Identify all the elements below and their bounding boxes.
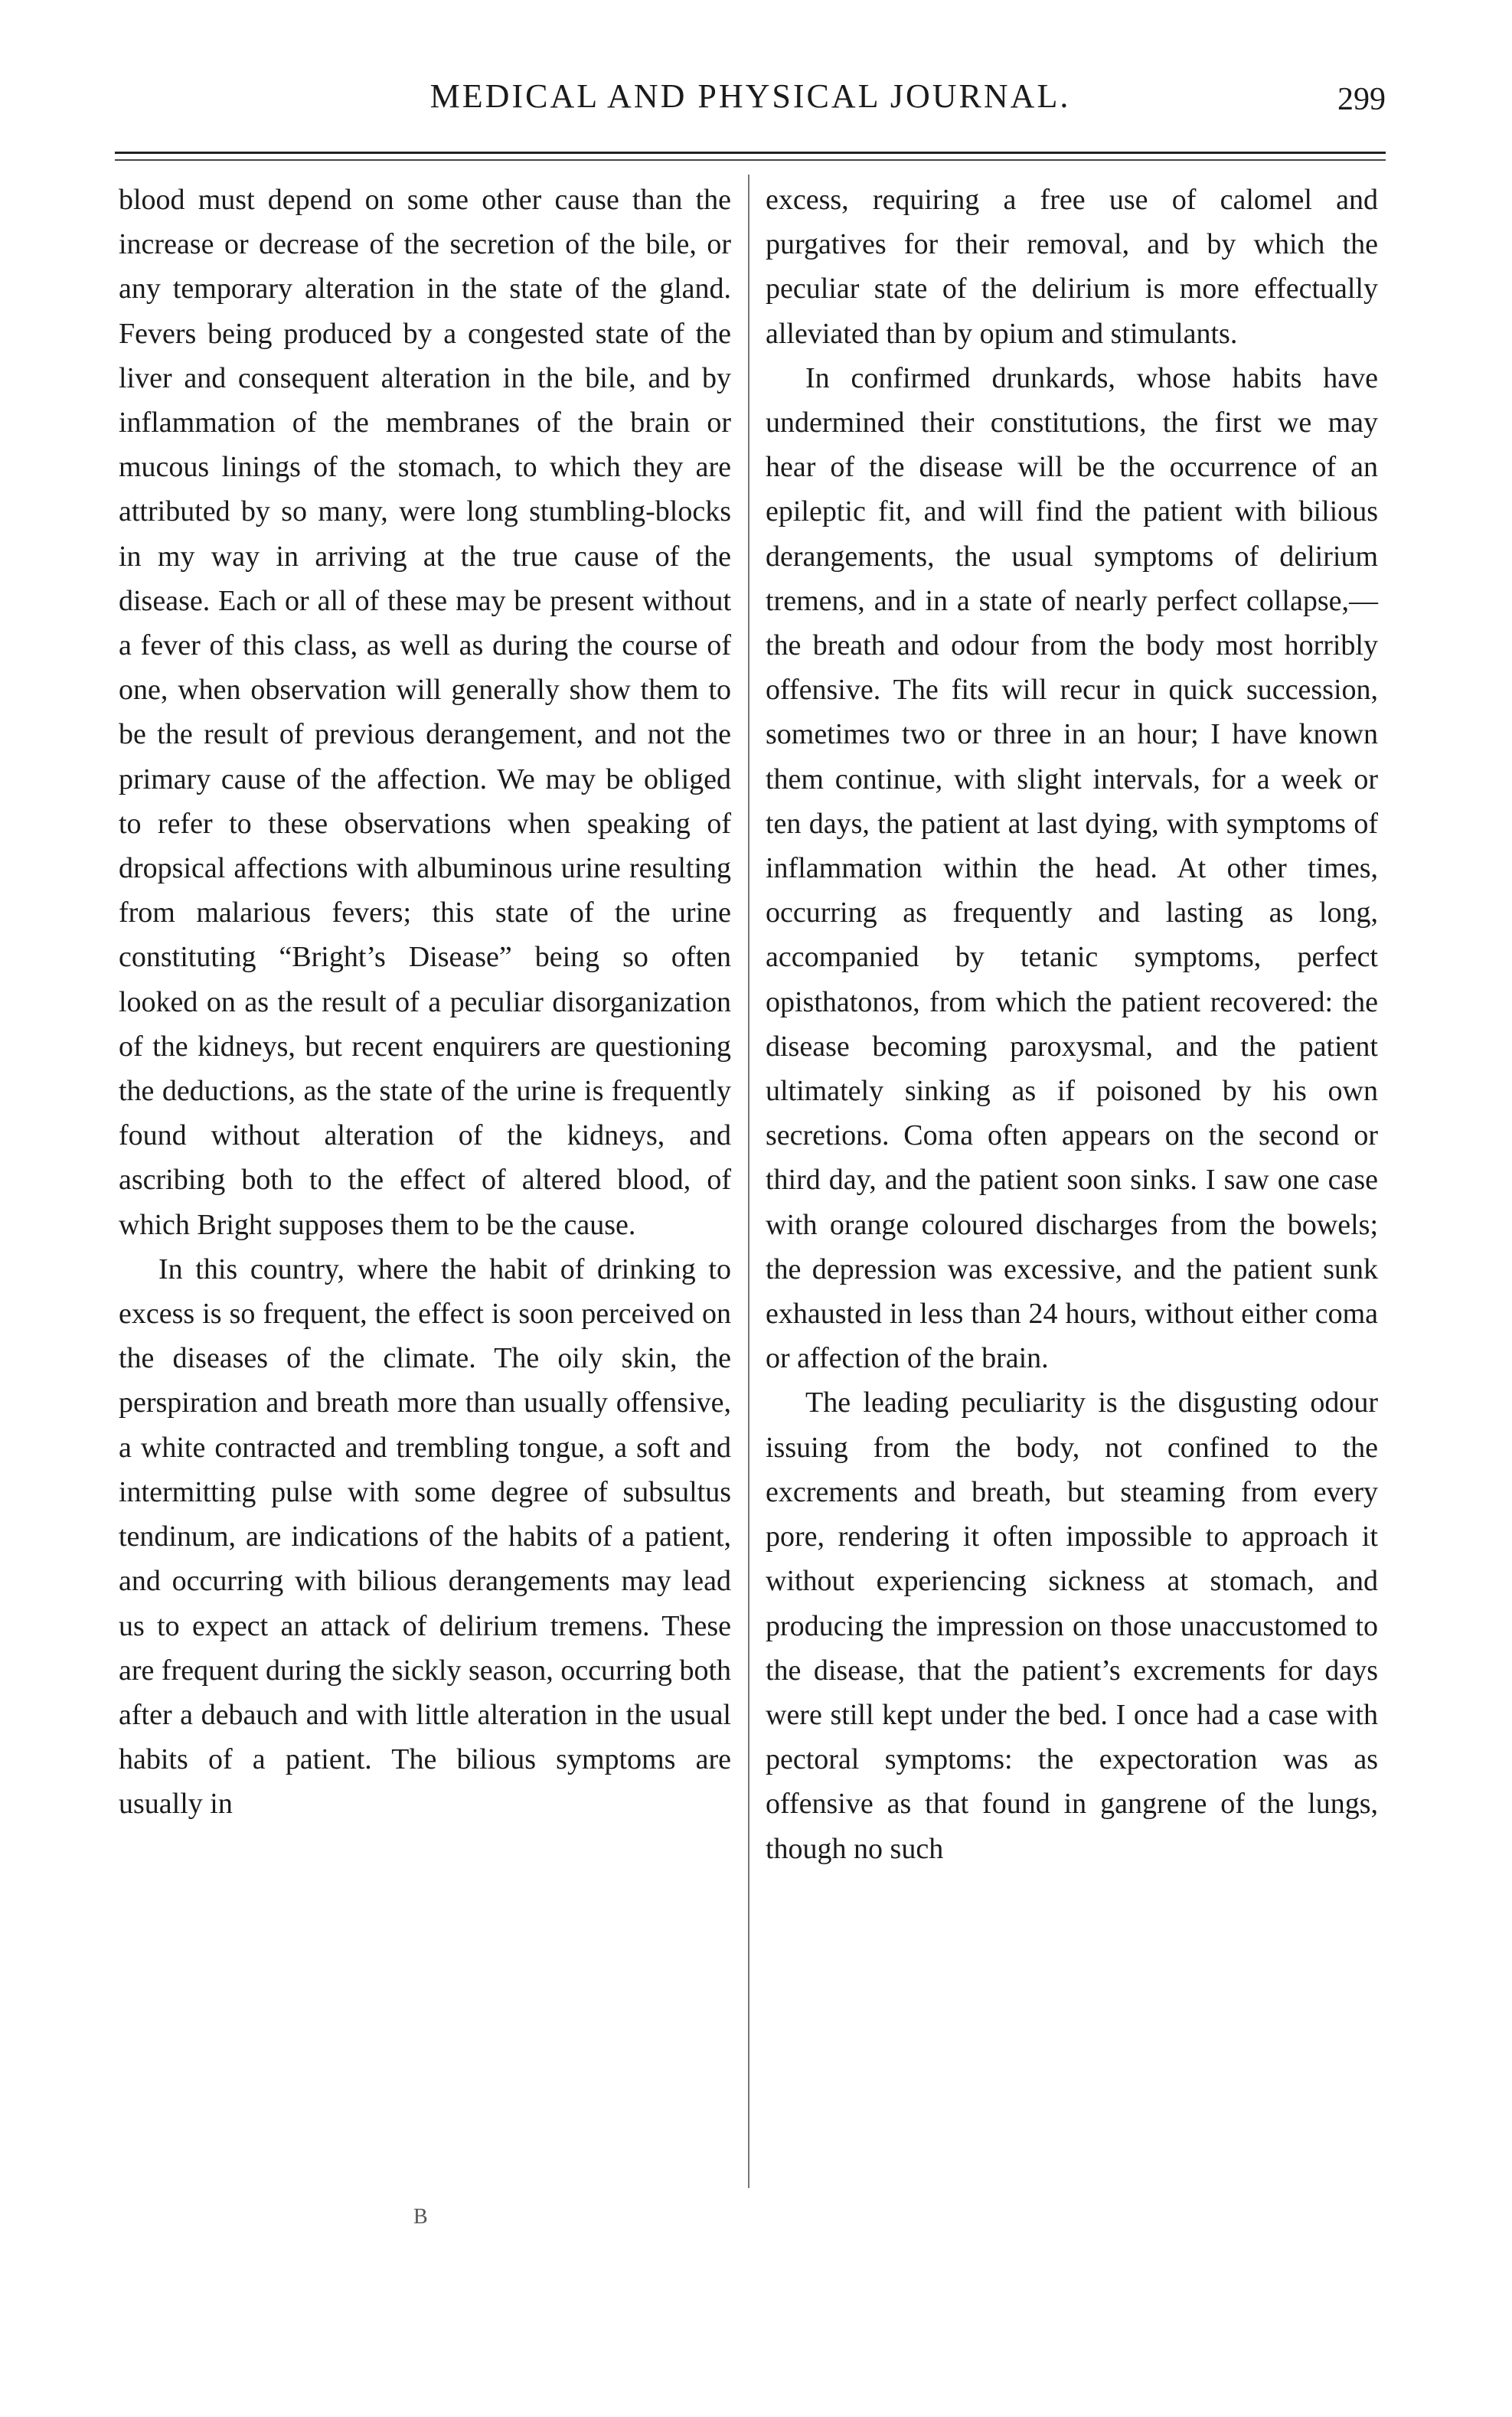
header-rule-thin [115, 159, 1386, 161]
header-rule-thick [115, 152, 1386, 154]
signature-mark: B [413, 2205, 428, 2229]
right-paragraph-1: excess, requiring a free use of calomel and purgatives for their removal, and by which the peculiar state of the delirium is more effectually alleviated than by opium and stimulants. [766, 184, 1378, 350]
right-paragraph-3: The leading peculiarity is the disgusting odour issuing from the body, not confined to the excrements and breath, but steaming from every pore, rendering it often impossible to approach it without experiencing sickness at stomach, and producing the impression on those unaccustomed to the disease, that the patient’s excrements for days were still kept under the bed. I once had a case with pectoral symptoms: the expectoration was as offensive as that found in gangrene of the lungs, though no such [766, 1387, 1378, 1865]
left-paragraph-1: blood must depend on some other cause than the increase or decrease of the secretion of the bile, or any temporary alteration in the state of the gland. Fevers being produced by a congested state of the liver and consequent alteration in the bile, and by inflammation of the membranes of the brain or mucous linings of the stomach, to which they are attributed by so many, were long stumbling-blocks in my way in arriving at the true cause of the disease. Each or all of these may be present without a fever of this class, as well as during the course of one, when observation will generally show them to be the result of previous derangement, and not the primary cause of the affection. We may be obliged to refer to these observations when speaking of dropsical affections with albuminous urine resulting from malarious fevers; this state of the urine constituting “Bright’s Disease” being so often looked on as the result of a peculiar disorganization of the kidneys, but recent enquirers are questioning the deductions, as the state of the urine is frequently found without alteration of the kidneys, and ascribing both to the effect of altered blood, of which Bright supposes them to be the cause. [119, 184, 731, 1241]
right-paragraph-2: In confirmed drunkards, whose habits have undermined their constitutions, the first we may hear of the disease will be the occurrence of an epileptic fit, and will find the patient with bilious derangements, the usual symptoms of delirium tremens, and in a state of nearly perfect collapse,—the breath and odour from the body most horribly offensive. The fits will recur in quick succession, sometimes two or three in an hour; I have known them continue, with slight intervals, for a week or ten days, the patient at last dying, with symptoms of inflammation within the head. At other times, occurring as frequently and lasting as long, accompanied by tetanic symptoms, perfect opisthatonos, from which the patient recovered: the disease becoming paroxysmal, and the patient ultimately sinking as if poisoned by his own secretions. Coma often appears on the second or third day, and the patient soon sinks. I saw one case with orange coloured discharges from the bowels; the depression was excessive, and the patient sunk exhausted in less than 24 hours, without either coma or affection of the brain. [766, 361, 1378, 1375]
page-number: 299 [1337, 82, 1386, 117]
left-paragraph-2: In this country, where the habit of drinking to excess is so frequent, the effect is soon perceived on the diseases of the climate. The oily skin, the perspiration and breath more than usually offensive, a white contracted and trembling tongue, a soft and intermitting pulse with some degree of subsultus tendinum, are indications of the habits of a patient, and occurring with bilious derangements may lead us to expect an attack of delirium tremens. These are frequent during the sickly season, occurring both after a debauch and with little alteration in the usual habits of a patient. The bilious symptoms are usually in [119, 1253, 731, 1821]
right-column [766, 178, 1378, 1871]
left-column [119, 178, 731, 1827]
running-head: MEDICAL AND PHYSICAL JOURNAL. [429, 77, 1071, 115]
column-divider [748, 175, 749, 2188]
page-header [115, 77, 1386, 153]
